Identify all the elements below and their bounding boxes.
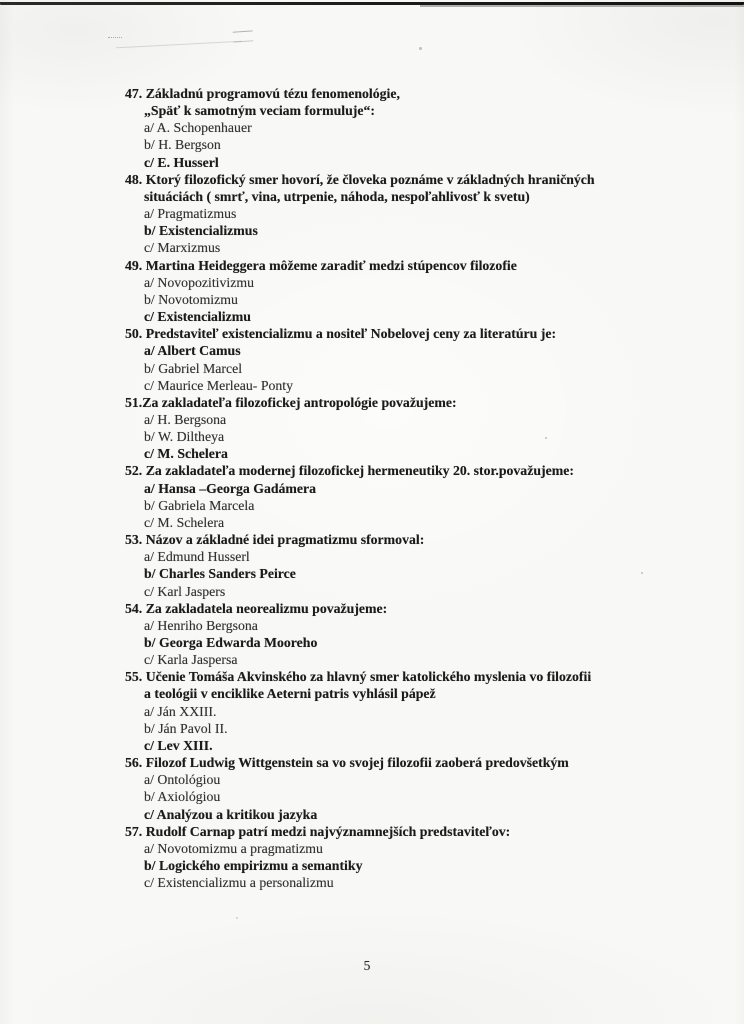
option-line-a (125, 480, 685, 497)
option-label: b/ (144, 635, 159, 650)
option-text: Georga Edwarda Mooreho (158, 635, 318, 650)
option-line-b (125, 565, 685, 582)
option-label: a/ (144, 120, 157, 136)
option-line-b (125, 788, 685, 805)
option-line-b (125, 222, 685, 239)
option-label: a/ (144, 772, 158, 788)
option-line-c (125, 377, 685, 394)
option-label: a/ (144, 274, 158, 290)
question-prompt-line (125, 257, 685, 274)
option-label: a/ (144, 411, 158, 427)
option-text: Karla Jaspersa (157, 652, 238, 668)
question-number: 54. (125, 600, 146, 616)
option-text: M. Schelera (157, 446, 228, 462)
question-prompt-line (125, 668, 685, 685)
option-text: Albert Camus (157, 343, 241, 359)
question-prompt-text: Rudolf Carnap patrí medzi najvýznamnejších predstaviteľov: (145, 823, 511, 839)
option-label: c/ (144, 652, 158, 668)
option-line-a (125, 411, 685, 428)
option-text: Axiológiou (157, 789, 221, 805)
option-line-b (125, 428, 685, 445)
option-label: c/ (144, 377, 158, 393)
option-text: Ján XXIII. (157, 703, 217, 719)
option-line-b (125, 360, 685, 377)
question-prompt-text: Martina Heideggera môžeme zaradiť medzi stúpencov filozofie (145, 257, 517, 273)
scan-speck (236, 917, 238, 919)
question-prompt-line (125, 600, 685, 617)
option-line-c (125, 583, 685, 600)
question-number: 49. (125, 257, 146, 273)
option-line-c (125, 445, 685, 462)
question-prompt-line (125, 394, 685, 411)
option-line-b (125, 857, 685, 874)
option-line-a (125, 703, 685, 720)
option-text: Novotomizmu (158, 291, 238, 307)
option-line-b (125, 136, 685, 153)
option-line-a (125, 205, 685, 222)
question-49 (125, 257, 685, 326)
option-line-c (125, 737, 685, 754)
option-text: H. Bergsona (157, 411, 227, 427)
scan-top-edge-artifact-secondary (420, 5, 744, 7)
option-label: c/ (144, 737, 158, 753)
question-prompt-line (125, 754, 685, 771)
option-label: b/ (144, 223, 159, 239)
option-text: Henriho Bergsona (157, 617, 258, 633)
option-label: a/ (144, 343, 158, 359)
option-line-a (125, 274, 685, 291)
option-label: a/ (144, 703, 158, 719)
option-label: c/ (144, 514, 158, 530)
question-prompt-line (125, 823, 685, 840)
question-prompt-line (125, 188, 685, 205)
option-line-c (125, 514, 685, 531)
question-prompt-text: Predstaviteľ existencializmu a nositeľ Nobelovej ceny za literatúru je: (145, 326, 557, 342)
question-prompt-text: Za zakladateľa filozofickej antropológie považujeme: (142, 394, 457, 410)
question-number: 51. (125, 394, 143, 410)
question-prompt-line (125, 531, 685, 548)
pencil-mark (108, 37, 122, 42)
question-number: 57. (125, 823, 146, 839)
option-label: c/ (144, 583, 158, 599)
option-label: c/ (144, 240, 158, 256)
option-line-b (125, 497, 685, 514)
option-text: Gabriela Marcela (158, 497, 255, 513)
question-52 (125, 462, 685, 531)
pencil-mark (233, 30, 254, 42)
option-text: Karl Jaspers (157, 583, 226, 599)
option-line-c (125, 308, 685, 325)
question-prompt-line (125, 325, 685, 342)
question-prompt-text: Filozof Ludwig Wittgenstein sa vo svojej filozofii zaoberá predovšetkým (145, 755, 569, 771)
question-prompt-line (125, 85, 685, 102)
question-number: 50. (125, 326, 146, 342)
question-number: 52. (125, 463, 146, 479)
option-label: b/ (144, 429, 158, 445)
option-line-a (125, 119, 685, 136)
question-prompt-text: „Späť k samotným veciam formuluje“: (144, 103, 375, 119)
option-line-c (125, 651, 685, 668)
option-line-b (125, 720, 685, 737)
option-text: Gabriel Marcel (158, 360, 243, 376)
option-text: Analýzou a kritikou jazyka (156, 806, 318, 822)
option-label: b/ (144, 566, 159, 582)
option-text: Existencializmu a personalizmu (157, 875, 334, 891)
question-57 (125, 823, 685, 892)
option-text: A. Schopenhauer (156, 120, 252, 136)
option-line-c (125, 806, 685, 823)
question-prompt-line (125, 171, 685, 188)
question-prompt-line (125, 102, 685, 119)
option-line-b (125, 634, 685, 651)
option-text: Existencializmus (158, 223, 258, 239)
option-label: a/ (144, 840, 158, 856)
option-line-c (125, 239, 685, 256)
option-text: M. Schelera (157, 514, 225, 530)
option-label: c/ (144, 806, 157, 822)
question-number: 55. (125, 669, 146, 685)
option-label: a/ (144, 206, 158, 222)
option-line-c (125, 154, 685, 171)
option-label: b/ (144, 291, 159, 307)
question-number: 48. (125, 171, 146, 187)
option-label: a/ (144, 617, 158, 633)
question-55 (125, 668, 685, 754)
option-text: W. Diltheya (157, 429, 225, 445)
question-number: 53. (125, 532, 146, 548)
question-48 (125, 171, 685, 257)
option-label: a/ (144, 480, 159, 496)
option-label: a/ (144, 549, 158, 565)
option-label: c/ (144, 154, 158, 170)
quiz-content (125, 85, 685, 891)
question-47 (125, 85, 685, 171)
option-text: Novopozitivizmu (157, 274, 254, 290)
scan-speck (419, 47, 422, 50)
question-prompt-line (125, 462, 685, 479)
option-label: b/ (144, 789, 158, 805)
option-line-a (125, 342, 685, 359)
question-prompt-text: a teológii v enciklike Aeterni patris vyhlásil pápež (144, 686, 436, 702)
option-text: Edmund Husserl (157, 549, 250, 565)
page-number: 5 (363, 958, 371, 973)
option-text: Pragmatizmus (157, 206, 237, 222)
question-prompt-text: Názov a základné idei pragmatizmu sformoval: (145, 532, 425, 548)
option-line-a (125, 548, 685, 565)
option-label: b/ (144, 858, 159, 874)
option-text: Marxizmus (157, 240, 221, 256)
option-label: c/ (144, 875, 158, 891)
option-text: E. Husserl (157, 154, 219, 170)
question-54 (125, 600, 685, 669)
option-text: Lev XIII. (157, 737, 213, 753)
option-label: c/ (144, 446, 158, 462)
question-56 (125, 754, 685, 823)
option-line-a (125, 771, 685, 788)
option-line-b (125, 291, 685, 308)
option-text: Existencializmu (157, 309, 251, 325)
option-line-c (125, 874, 685, 891)
option-text: Ján Pavol II. (158, 720, 228, 736)
question-prompt-text: Učenie Tomáša Akvinského za hlavný smer katolického myslenia vo filozofii (145, 669, 592, 685)
option-text: Charles Sanders Peirce (158, 566, 296, 582)
option-label: b/ (144, 720, 159, 736)
option-line-a (125, 617, 685, 634)
question-51 (125, 394, 685, 463)
question-prompt-text: Za zakladateľa modernej filozofickej hermeneutiky 20. stor.považujeme: (145, 463, 574, 479)
question-50 (125, 325, 685, 394)
question-prompt-text: situáciách ( smrť, vina, utrpenie, náhoda, nespoľahlivosť k svetu) (144, 188, 530, 204)
option-text: Ontológiou (157, 772, 221, 788)
question-prompt-text: Ktorý filozofický smer hovorí, že človeka poznáme v základných hraničných (145, 171, 595, 187)
option-line-a (125, 840, 685, 857)
option-text: Novotomizmu a pragmatizmu (157, 840, 323, 856)
question-prompt-text: Základnú programovú tézu fenomenológie, (145, 86, 400, 101)
pencil-hairline (116, 41, 242, 49)
question-number: 47. (125, 86, 146, 101)
option-label: b/ (144, 497, 159, 513)
option-text: H. Bergson (158, 137, 221, 153)
question-number: 56. (125, 755, 146, 771)
question-prompt-line (125, 685, 685, 702)
question-prompt-text: Za zakladatela neorealizmu považujeme: (145, 600, 388, 616)
option-label: b/ (144, 137, 159, 153)
option-label: b/ (144, 360, 159, 376)
option-text: Maurice Merleau- Ponty (157, 377, 294, 393)
option-text: Logického empirizmu a semantiky (158, 858, 363, 874)
option-label: c/ (144, 309, 158, 325)
option-text: Hansa –Georga Gadámera (158, 480, 317, 496)
question-53 (125, 531, 685, 600)
